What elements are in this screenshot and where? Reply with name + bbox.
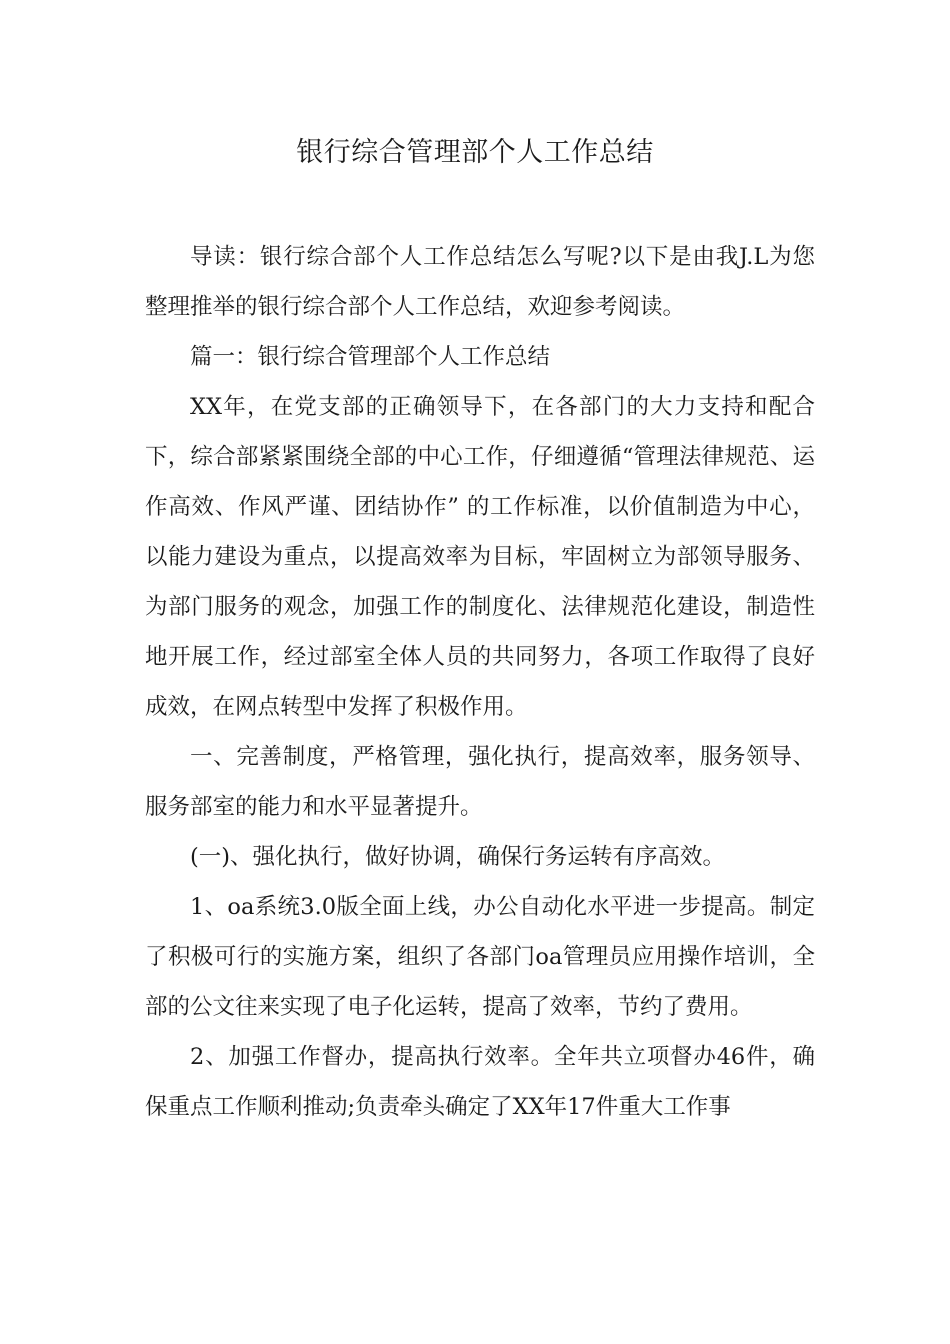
document-body bbox=[145, 232, 815, 1132]
document-title: 银行综合管理部个人工作总结 bbox=[296, 137, 654, 168]
paragraph-point-one: 一、完善制度，严格管理，强化执行，提高效率，服务领导、服务部室的能力和水平显著提升。 bbox=[145, 744, 815, 820]
paragraph-item-one: 1、oa系统3.0版全面上线，办公自动化水平进一步提高。制定了积极可行的实施方案，组织了各部门oa管理员应用操作培训，全部的公文往来实现了电子化运转，提高了效率，节约了费用。 bbox=[145, 894, 815, 1020]
paragraph-subpoint-one: (一)、强化执行，做好协调，确保行务运转有序高效。 bbox=[190, 844, 726, 870]
paragraph-intro: 导读：银行综合部个人工作总结怎么写呢?以下是由我J.L为您整理推举的银行综合部个人工作总结，欢迎参考阅读。 bbox=[145, 244, 815, 320]
paragraph-item-two: 2、加强工作督办，提高执行效率。全年共立项督办46件，确保重点工作顺利推动;负责牵头确定了XX年17件重大工作事 bbox=[145, 1044, 815, 1120]
paragraph-section-heading: 篇一：银行综合管理部个人工作总结 bbox=[190, 344, 551, 370]
paragraph-overview: XX年，在党支部的正确领导下，在各部门的大力支持和配合下，综合部紧紧围绕全部的中心工作，仔细遵循“管理法律规范、运作高效、作风严谨、团结协作” 的工作标准，以价值制造为中心，以能力建设为重点，以提高效率为目标，牢固树立为部领导服务、为部门服务的观念，加强工作的制度化、法律规范化建设，制造性地开展工作，经过部室全体人员的共同努力，各项工作取得了良好成效，在网点转型中发挥了积极作用。 bbox=[145, 394, 815, 720]
